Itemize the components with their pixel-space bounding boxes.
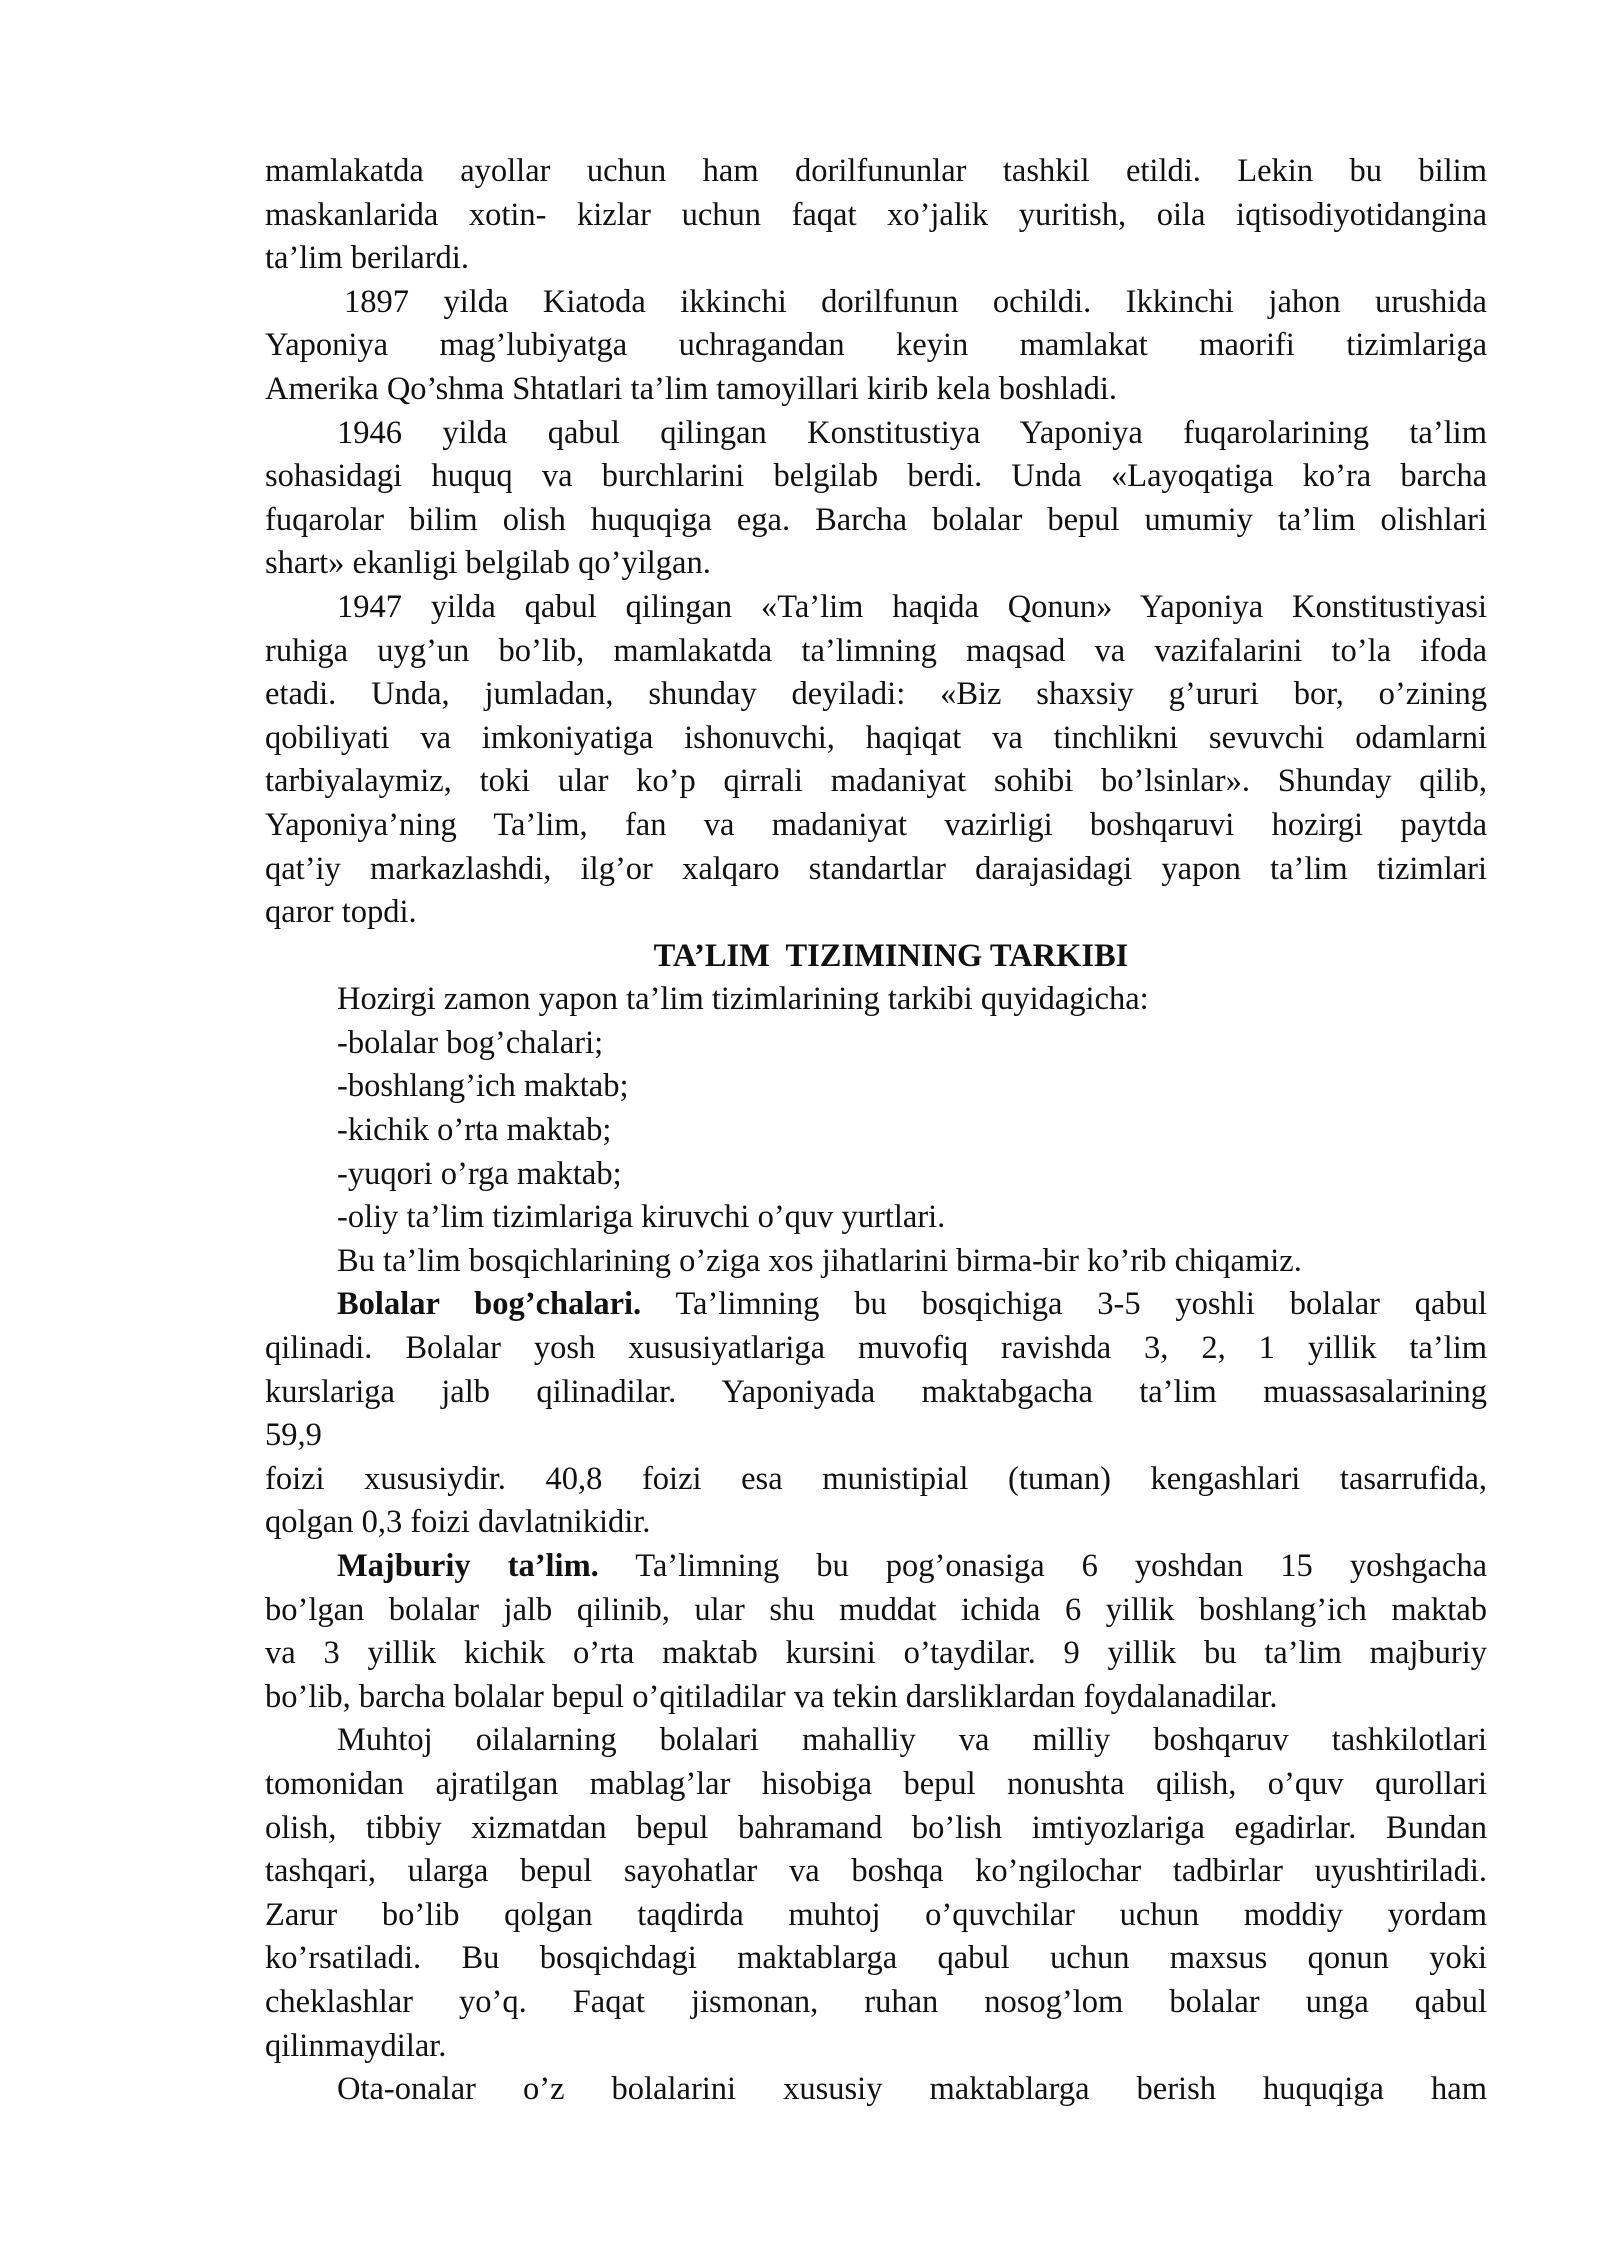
text-line: olish, tibbiy xizmatdan bepul bahramand bo’lish imtiyozlariga egadirlar. Bundan <box>265 1809 1487 1846</box>
text-line <box>265 1545 1487 1589</box>
list-item: -boshlang’ich maktab; <box>337 1068 629 1105</box>
text-line: va 3 yillik kichik o’rta maktab kursini o’taydilar. 9 yillik bu ta’lim majburiy <box>265 1635 1487 1672</box>
text-line: fuqarolar bilim olish huquqiga ega. Barcha bolalar bepul umumiy ta’lim olishlari <box>265 501 1487 538</box>
text-line: qilinmaydilar. <box>265 2027 447 2064</box>
text-line: tashqari, ularga bepul sayohatlar va boshqa ko’ngilochar tadbirlar uyushtiriladi. <box>265 1853 1487 1890</box>
text-line: bo’lib, barcha bolalar bepul o’qitiladilar va tekin darsliklardan foydalanadilar. <box>265 1678 1278 1715</box>
text-line: mamlakatda ayollar uchun ham dorilfununlar tashkil etildi. Lekin bu bilim <box>265 153 1487 189</box>
text-line: 1947 yilda qabul qilingan «Ta’lim haqida Qonun» Yaponiya Konstitustiyasi <box>337 588 1487 625</box>
text-line: Yaponiya’ning Ta’lim, fan va madaniyat vazirligi boshqaruvi hozirgi paytda <box>265 806 1487 843</box>
text-line: Zarur bo’lib qolgan taqdirda muhtoj o’quvchilar uchun moddiy yordam <box>265 1896 1487 1933</box>
text-line: etadi. Unda, jumladan, shunday deyiladi: «Biz shaxsiy g’ururi bor, o’zining <box>265 676 1487 713</box>
bold-term: Majburiy ta’lim. <box>337 1548 599 1584</box>
text-line: sohasidagi huquq va burchlarini belgilab berdi. Unda «Layoqatiga ko’ra barcha <box>265 458 1487 495</box>
text-line: bo’lgan bolalar jalb qilinib, ular shu muddat ichida 6 yillik boshlang’ich maktab <box>265 1591 1487 1628</box>
text-line: maskanlarida xotin- kizlar uchun faqat xo’jalik yuritish, oila iqtisodiyotidangina <box>265 196 1487 233</box>
list-item: -yuqori o’rga maktab; <box>337 1155 622 1192</box>
text-line <box>265 1283 1487 1327</box>
bold-term: Bolalar bog’chalari. <box>337 1286 642 1323</box>
text-run: Ta’limning bu pog’onasiga 6 yoshdan 15 yoshgacha <box>635 1548 1487 1584</box>
text-line: 1897 yilda Kiatoda ikkinchi dorilfunun ochildi. Ikkinchi jahon urushida <box>344 283 1487 320</box>
text-line: Amerika Qo’shma Shtatlari ta’lim tamoyillari kirib kela boshladi. <box>265 370 1118 407</box>
text-line: Yaponiya mag’lubiyatga uchragandan keyin mamlakat maorifi tizimlariga <box>265 327 1487 364</box>
text-line: tomonidan ajratilgan mablag’lar hisobiga bepul nonushta qilish, o’quv qurollari <box>265 1765 1487 1802</box>
text-line: Muhtoj oilalarning bolalari mahalliy va milliy boshqaruv tashkilotlari <box>337 1722 1487 1759</box>
list-item: -bolalar bog’chalari; <box>337 1024 604 1061</box>
text-line: qolgan 0,3 foizi davlatnikidir. <box>265 1504 651 1541</box>
text-line: Ota-onalar o’z bolalarini xususiy maktablarga berish huquqiga ham <box>337 2071 1487 2108</box>
text-line: ko’rsatiladi. Bu bosqichdagi maktablarga qabul uchun maxsus qonun yoki <box>265 1940 1487 1977</box>
text-line: 59,9 <box>265 1417 322 1454</box>
text-line: qat’iy markazlashdi, ilg’or xalqaro standartlar darajasidagi yapon ta’lim tizimlari <box>265 850 1487 887</box>
text-line: shart» ekanligi belgilab qo’yilgan. <box>265 545 711 582</box>
text-line: Bu ta’lim bosqichlarining o’ziga xos jihatlarini birma-bir ko’rib chiqamiz. <box>337 1242 1302 1279</box>
text-line: cheklashlar yo’q. Faqat jismonan, ruhan nosog’lom bolalar unga qabul <box>265 1983 1487 2020</box>
text-line: qilinadi. Bolalar yosh xususiyatlariga muvofiq ravishda 3, 2, 1 yillik ta’lim <box>265 1330 1487 1367</box>
text-line: tarbiyalaymiz, toki ular ko’p qirrali madaniyat sohibi bo’lsinlar». Shunday qilib, <box>265 763 1487 800</box>
text-line: Hozirgi zamon yapon ta’lim tizimlarining tarkibi quyidagicha: <box>337 981 1149 1018</box>
text-run: Ta’limning bu bosqichiga 3-5 yoshli bolalar qabul <box>675 1286 1487 1323</box>
section-heading: TA’LIM TIZIMINING TARKIBI <box>653 937 1129 974</box>
list-item: -kichik o’rta maktab; <box>337 1112 612 1149</box>
text-line: qaror topdi. <box>265 894 417 931</box>
text-line: ta’lim berilardi. <box>265 240 469 277</box>
text-line: 1946 yilda qabul qilingan Konstitustiya Yaponiya fuqarolarining ta’lim <box>337 414 1487 451</box>
text-line: ruhiga uyg’un bo’lib, mamlakatda ta’limning maqsad va vazifalarini to’la ifoda <box>265 632 1487 669</box>
text-line: foizi xususiydir. 40,8 foizi esa munistipial (tuman) kengashlari tasarrufida, <box>265 1460 1487 1497</box>
text-line: qobiliyati va imkoniyatiga ishonuvchi, haqiqat va tinchlikni sevuvchi odamlarni <box>265 719 1487 756</box>
list-item: -oliy ta’lim tizimlariga kiruvchi o’quv yurtlari. <box>337 1199 946 1236</box>
document-page <box>265 150 1487 2112</box>
text-line: kurslariga jalb qilinadilar. Yaponiyada maktabgacha ta’lim muassasalarining <box>265 1373 1487 1410</box>
